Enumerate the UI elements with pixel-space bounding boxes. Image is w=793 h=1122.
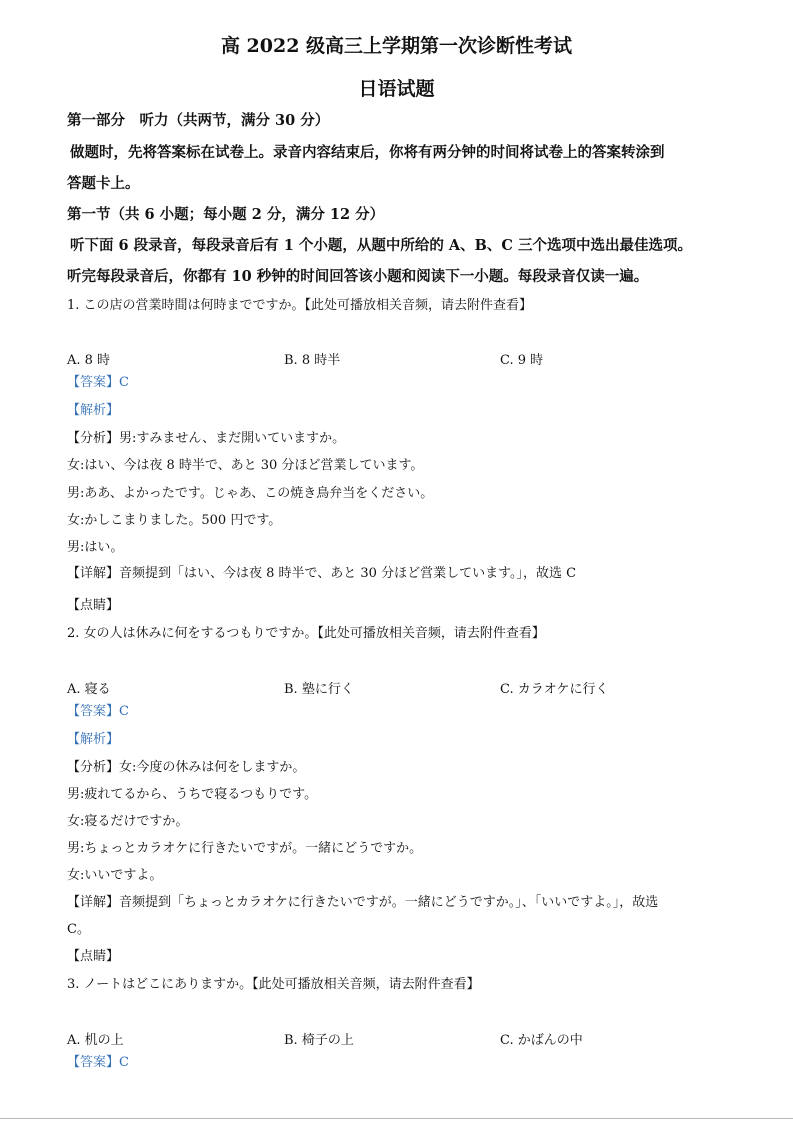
q1-comment: 【点睛】 <box>67 598 120 613</box>
q2-dialogue-line: 男:疲れてるから、うちで寝るつもりです。 <box>67 787 318 802</box>
question-3: 3. ノートはどこにありますか。【此处可播放相关音频，请去附件查看】 <box>67 977 480 992</box>
page-subtitle: 日语试题 <box>358 78 435 100</box>
q2-option-c: C. カラオケに行く <box>500 682 609 697</box>
q3-option-c: C. かばんの中 <box>500 1033 583 1048</box>
q1-analysis-label: 【解析】 <box>67 403 120 418</box>
q1-dialogue-line: 男:はい。 <box>67 540 124 555</box>
q1-dialogue-line: 【分析】男:すみません、まだ開いていますか。 <box>67 431 346 446</box>
q2-dialogue-line: 女:寝るだけですか。 <box>67 814 189 829</box>
question-2: 2. 女の人は休みに何をするつもりですか。【此处可播放相关音频，请去附件查看】 <box>67 626 545 641</box>
q1-detail: 【详解】音频提到「はい、今は夜 8 時半で、あと 30 分ほど営業しています。」，故选 C <box>67 566 577 581</box>
q1-dialogue-line: 女:はい、今は夜 8 時半で、あと 30 分ほど営業しています。 <box>67 458 424 473</box>
q2-option-a: A. 寝る <box>67 682 111 697</box>
instruction-text: 听完每段录音后，你都有 10 秒钟的时间回答该小题和阅读下一小题。每段录音仅读一遍。 <box>67 268 649 285</box>
section-heading: 第一节（共 6 小题；每小题 2 分，满分 12 分） <box>67 206 385 223</box>
q1-answer: 【答案】C <box>67 375 129 390</box>
q2-dialogue-line: 【分析】女:今度の休みは何をしますか。 <box>67 760 306 775</box>
q3-option-a: A. 机の上 <box>67 1033 124 1048</box>
q2-dialogue-line: 男:ちょっとカラオケに行きたいですが。一緒にどうですか。 <box>67 841 423 856</box>
q1-option-b: B. 8 時半 <box>284 353 341 368</box>
q1-dialogue-line: 男:ああ、よかったです。じゃあ、この焼き鳥弁当をください。 <box>67 486 434 501</box>
instruction-text: 答题卡上。 <box>67 175 140 192</box>
q2-dialogue-line: 女:いいですよ。 <box>67 868 163 883</box>
q2-answer: 【答案】C <box>67 704 129 719</box>
q2-comment: 【点睛】 <box>67 949 120 964</box>
q3-answer: 【答案】C <box>67 1055 129 1070</box>
q3-option-b: B. 椅子の上 <box>284 1033 354 1048</box>
q1-option-c: C. 9 時 <box>500 353 544 368</box>
q2-detail: 【详解】音频提到「ちょっとカラオケに行きたいですが。一緒にどうですか。」、「いいですよ。」，故选 <box>67 895 659 910</box>
question-1: 1. この店の営業時間は何時までですか。【此处可播放相关音频，请去附件查看】 <box>67 298 533 313</box>
instruction-text: 听下面 6 段录音，每段录音后有 1 个小题，从题中所给的 A、B、C 三个选项中选出最佳选项。 <box>70 237 693 254</box>
page-bottom-divider <box>0 1118 793 1119</box>
page-title: 高 2022 级高三上学期第一次诊断性考试 <box>220 35 573 57</box>
q1-dialogue-line: 女:かしこまりました。500 円です。 <box>67 513 282 528</box>
q1-option-a: A. 8 時 <box>67 353 111 368</box>
part-heading: 第一部分 听力（共两节，满分 30 分） <box>67 112 330 129</box>
q2-analysis-label: 【解析】 <box>67 732 120 747</box>
q2-detail-continued: C。 <box>67 922 90 937</box>
q2-option-b: B. 塾に行く <box>284 682 354 697</box>
instruction-text: 做题时，先将答案标在试卷上。录音内容结束后，你将有两分钟的时间将试卷上的答案转涂到 <box>70 144 665 161</box>
